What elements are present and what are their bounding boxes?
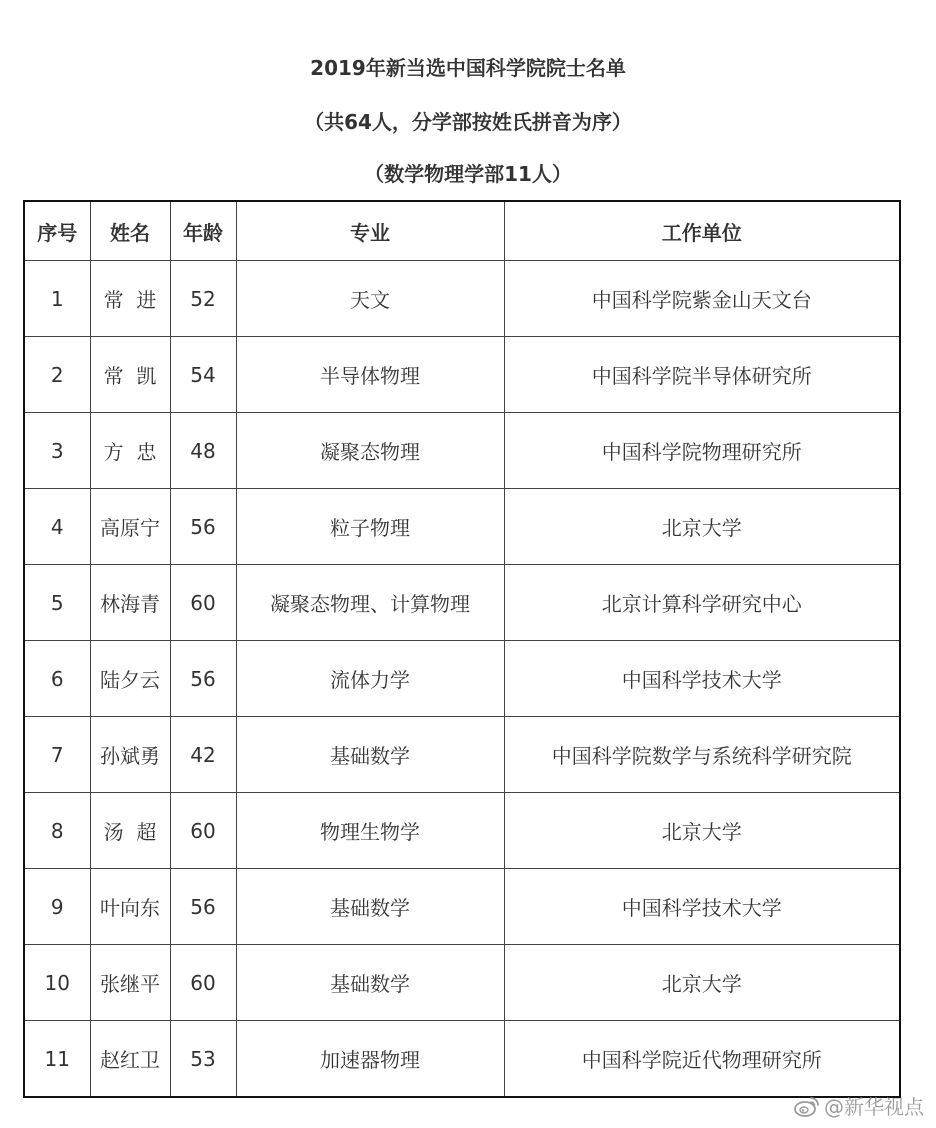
cell-age: 52 (170, 261, 236, 337)
cell-major: 基础数学 (236, 945, 504, 1021)
section-title: （数学物理学部11人） (364, 162, 572, 186)
cell-major: 凝聚态物理 (236, 413, 504, 489)
page-subtitle: （共64人，分学部按姓氏拼音为序） (304, 110, 632, 134)
cell-age: 56 (170, 869, 236, 945)
cell-name: 常 进 (90, 261, 170, 337)
cell-major: 基础数学 (236, 869, 504, 945)
cell-major: 流体力学 (236, 641, 504, 717)
cell-unit: 中国科学院近代物理研究所 (504, 1021, 900, 1098)
cell-unit: 北京大学 (504, 489, 900, 565)
cell-name: 汤 超 (90, 793, 170, 869)
weibo-icon (794, 1095, 820, 1117)
cell-unit: 中国科学院半导体研究所 (504, 337, 900, 413)
cell-serial: 6 (24, 641, 90, 717)
cell-major: 粒子物理 (236, 489, 504, 565)
cell-unit: 中国科学院紫金山天文台 (504, 261, 900, 337)
header-serial: 序号 (24, 201, 90, 261)
header-name: 姓名 (90, 201, 170, 261)
table-row (24, 565, 900, 641)
cell-major: 加速器物理 (236, 1021, 504, 1098)
cell-name: 林海青 (90, 565, 170, 641)
cell-serial: 7 (24, 717, 90, 793)
table-row (24, 869, 900, 945)
cell-name: 方 忠 (90, 413, 170, 489)
page-title: 2019年新当选中国科学院院士名单 (310, 56, 626, 80)
cell-serial: 4 (24, 489, 90, 565)
table-row (24, 641, 900, 717)
cell-name: 张继平 (90, 945, 170, 1021)
table-row (24, 717, 900, 793)
cell-age: 54 (170, 337, 236, 413)
cell-age: 60 (170, 945, 236, 1021)
cell-major: 半导体物理 (236, 337, 504, 413)
table-row (24, 261, 900, 337)
cell-serial: 9 (24, 869, 90, 945)
cell-serial: 1 (24, 261, 90, 337)
cell-serial: 11 (24, 1021, 90, 1098)
cell-unit: 中国科学技术大学 (504, 641, 900, 717)
table-row (24, 1021, 900, 1098)
cell-name: 孙斌勇 (90, 717, 170, 793)
cell-serial: 3 (24, 413, 90, 489)
cell-major: 物理生物学 (236, 793, 504, 869)
header-age: 年龄 (170, 201, 236, 261)
cell-serial: 8 (24, 793, 90, 869)
cell-unit: 中国科学技术大学 (504, 869, 900, 945)
table-row (24, 945, 900, 1021)
cell-name: 叶向东 (90, 869, 170, 945)
cell-major: 天文 (236, 261, 504, 337)
cell-name: 陆夕云 (90, 641, 170, 717)
table-row (24, 489, 900, 565)
cell-major: 凝聚态物理、计算物理 (236, 565, 504, 641)
watermark (794, 1091, 924, 1120)
watermark-text: @新华视点 (824, 1095, 924, 1119)
cell-name: 赵红卫 (90, 1021, 170, 1098)
cell-serial: 10 (24, 945, 90, 1021)
cell-serial: 5 (24, 565, 90, 641)
cell-unit: 北京大学 (504, 793, 900, 869)
header-unit: 工作单位 (504, 201, 900, 261)
cell-unit: 北京大学 (504, 945, 900, 1021)
table-body (24, 261, 900, 1098)
cell-age: 42 (170, 717, 236, 793)
cell-unit: 北京计算科学研究中心 (504, 565, 900, 641)
table-row (24, 413, 900, 489)
cell-major: 基础数学 (236, 717, 504, 793)
header-major: 专业 (236, 201, 504, 261)
cell-name: 高原宁 (90, 489, 170, 565)
cell-age: 60 (170, 565, 236, 641)
cell-age: 60 (170, 793, 236, 869)
cell-age: 56 (170, 641, 236, 717)
cell-age: 53 (170, 1021, 236, 1098)
cell-serial: 2 (24, 337, 90, 413)
cell-unit: 中国科学院物理研究所 (504, 413, 900, 489)
cell-name: 常 凯 (90, 337, 170, 413)
table-header-row (24, 201, 900, 261)
table-row (24, 793, 900, 869)
cell-age: 56 (170, 489, 236, 565)
cell-age: 48 (170, 413, 236, 489)
academician-table (23, 200, 901, 1098)
table-row (24, 337, 900, 413)
cell-unit: 中国科学院数学与系统科学研究院 (504, 717, 900, 793)
